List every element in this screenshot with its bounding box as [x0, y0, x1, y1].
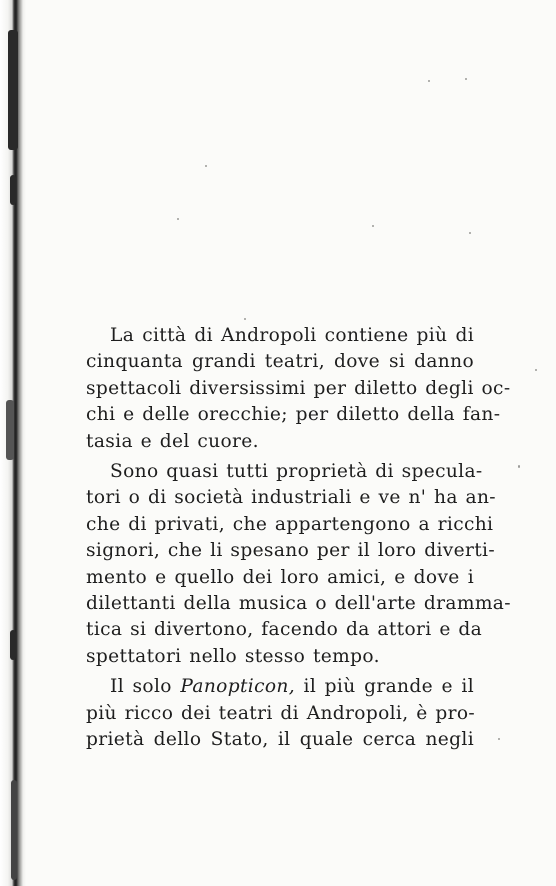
text-run: Il solo — [110, 676, 181, 698]
text-line: signori, che li spesano per il loro diverti- — [86, 540, 495, 562]
text-line: cinquanta grandi teatri, dove si danno — [86, 351, 474, 373]
text-line: Sono quasi tutti proprietà di specula- — [110, 461, 483, 483]
paper-speck — [469, 232, 471, 234]
paper-speck — [518, 465, 520, 468]
text-line: tori o di società industriali e ve n' ha an- — [86, 487, 496, 509]
text-line: dilettanti della musica o dell'arte dramma- — [86, 593, 511, 615]
paper-speck — [535, 369, 537, 371]
binding-mark — [11, 780, 17, 880]
paper-speck — [244, 318, 246, 320]
text-line: più ricco dei teatri di Andropoli, è pro- — [86, 702, 476, 724]
paper-speck — [428, 80, 430, 82]
paragraph-2 — [62, 459, 511, 670]
text-run: il più grande e il — [294, 676, 474, 698]
text-line: La città di Andropoli contiene più di — [110, 325, 474, 346]
paragraph-1 — [62, 323, 511, 455]
paper-speck — [372, 225, 374, 227]
paragraph-3 — [62, 674, 474, 753]
text-line: che di privati, che appartengono a ricchi — [86, 513, 494, 535]
text-line: mento e quello dei loro amici, e dove i — [86, 566, 474, 588]
paper-speck — [465, 78, 467, 80]
paper-speck — [177, 218, 179, 220]
text-line: tasia e del cuore. — [86, 430, 259, 452]
theatre-name: Panopticon, — [180, 676, 295, 698]
binding-mark — [8, 30, 18, 150]
paper-speck — [498, 738, 500, 740]
text-line: prietà dello Stato, il quale cerca negli — [86, 729, 474, 751]
body-text — [62, 323, 511, 754]
paper-speck — [205, 165, 207, 167]
text-line: spettacoli diversissimi per diletto degli oc- — [86, 377, 511, 399]
text-line — [62, 674, 474, 700]
text-line: tica si divertono, facendo da attori e da — [86, 619, 483, 641]
text-line: spettatori nello stesso tempo. — [86, 645, 380, 667]
text-line: chi e delle orecchie; per diletto della fan- — [86, 404, 501, 426]
binding-mark — [10, 630, 16, 660]
binding-mark — [10, 175, 16, 205]
binding-mark — [6, 400, 14, 460]
